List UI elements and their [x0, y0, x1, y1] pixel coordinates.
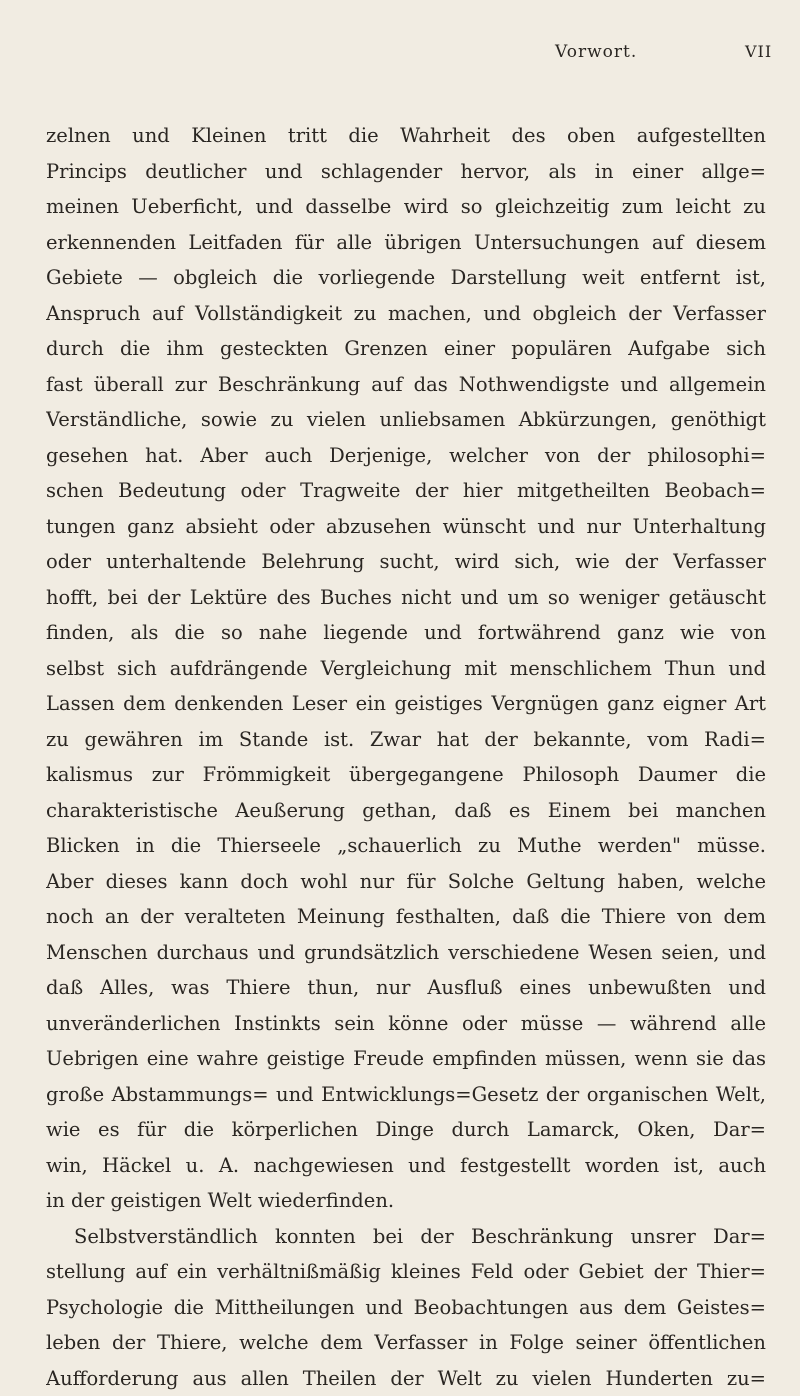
body-text: [46, 118, 766, 1396]
text-line: Blicken in die Thierseele „schauerlich zu Muthe werden" müsse.: [46, 828, 766, 864]
text-line: tungen ganz absieht oder abzusehen wünscht und nur Unterhaltung: [46, 509, 766, 545]
text-line: große Abstammungs= und Entwicklungs=Gesetz der organischen Welt,: [46, 1077, 766, 1113]
text-line: fast überall zur Beschränkung auf das Nothwendigste und allgemein: [46, 367, 766, 403]
text-line: Lassen dem denkenden Leser ein geistiges Vergnügen ganz eigner Art: [46, 686, 766, 722]
text-line: noch an der veralteten Meinung festhalten, daß die Thiere von dem: [46, 899, 766, 935]
text-line: wie es für die körperlichen Dinge durch Lamarck, Oken, Dar=: [46, 1112, 766, 1148]
text-line: durch die ihm gesteckten Grenzen einer populären Aufgabe sich: [46, 331, 766, 367]
paragraph-end-line: in der geistigen Welt wiederfinden.: [46, 1183, 766, 1219]
text-line: Psychologie die Mittheilungen und Beobachtungen aus dem Geistes=: [46, 1290, 766, 1326]
text-line: Menschen durchaus und grundsätzlich verschiedene Wesen seien, und: [46, 935, 766, 971]
text-line: Uebrigen eine wahre geistige Freude empfinden müssen, wenn sie das: [46, 1041, 766, 1077]
running-title: Vorwort.: [555, 42, 637, 62]
text-line: erkennenden Leitfaden für alle übrigen Untersuchungen auf diesem: [46, 225, 766, 261]
paragraph-start-line: Selbstverständlich konnten bei der Beschränkung unsrer Dar=: [46, 1219, 766, 1255]
text-line: Anspruch auf Vollständigkeit zu machen, und obgleich der Verfasser: [46, 296, 766, 332]
text-line: kalismus zur Frömmigkeit übergegangene Philosoph Daumer die: [46, 757, 766, 793]
text-line: win, Häckel u. A. nachgewiesen und festgestellt worden ist, auch: [46, 1148, 766, 1184]
text-line: meinen Ueberficht, und dasselbe wird so gleichzeitig zum leicht zu: [46, 189, 766, 225]
text-line: daß Alles, was Thiere thun, nur Ausfluß eines unbewußten und: [46, 970, 766, 1006]
text-line: charakteristische Aeußerung gethan, daß es Einem bei manchen: [46, 793, 766, 829]
text-line: Gebiete — obgleich die vorliegende Darstellung weit entfernt ist,: [46, 260, 766, 296]
text-line: leben der Thiere, welche dem Verfasser in Folge seiner öffentlichen: [46, 1325, 766, 1361]
text-line: selbst sich aufdrängende Vergleichung mit menschlichem Thun und: [46, 651, 766, 687]
text-line: finden, als die so nahe liegende und fortwährend ganz wie von: [46, 615, 766, 651]
running-head: [0, 38, 800, 68]
text-line: zelnen und Kleinen tritt die Wahrheit des oben aufgestellten: [46, 118, 766, 154]
text-line: Princips deutlicher und schlagender hervor, als in einer allge=: [46, 154, 766, 190]
text-line: stellung auf ein verhältnißmäßig kleines Feld oder Gebiet der Thier=: [46, 1254, 766, 1290]
text-line: Aufforderung aus allen Theilen der Welt zu vielen Hunderten zu=: [46, 1361, 766, 1396]
text-line: schen Bedeutung oder Tragweite der hier mitgetheilten Beobach=: [46, 473, 766, 509]
text-line: Aber dieses kann doch wohl nur für Solche Geltung haben, welche: [46, 864, 766, 900]
text-line: unveränderlichen Instinkts sein könne oder müsse — während alle: [46, 1006, 766, 1042]
text-line: zu gewähren im Stande ist. Zwar hat der bekannte, vom Radi=: [46, 722, 766, 758]
text-line: hofft, bei der Lektüre des Buches nicht und um so weniger getäuscht: [46, 580, 766, 616]
text-line: oder unterhaltende Belehrung sucht, wird sich, wie der Verfasser: [46, 544, 766, 580]
text-line: Verständliche, sowie zu vielen unliebsamen Abkürzungen, genöthigt: [46, 402, 766, 438]
page-number: VII: [745, 42, 772, 61]
text-line: gesehen hat. Aber auch Derjenige, welcher von der philosophi=: [46, 438, 766, 474]
